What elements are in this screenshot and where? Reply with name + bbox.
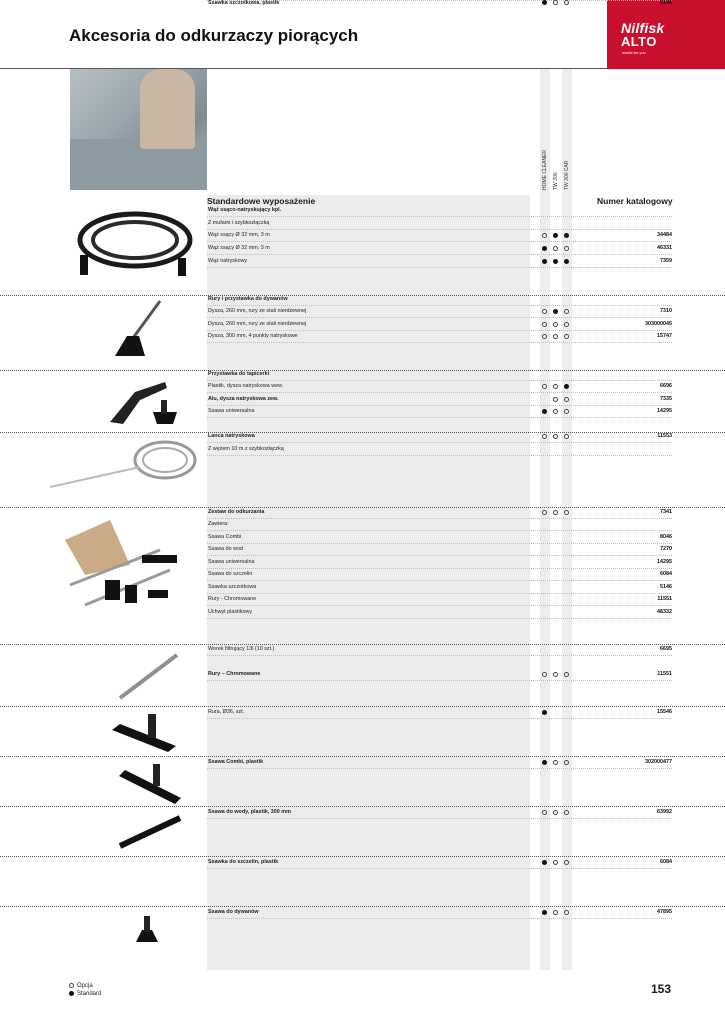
catalog-number: 15747 (657, 333, 672, 339)
row-divider (207, 618, 672, 619)
section-separator (0, 370, 725, 371)
logo-line1: Nilfisk (621, 20, 665, 36)
row-label: Przystawka do tapicerki (208, 371, 270, 377)
row-divider (207, 241, 672, 242)
row-label: Rury - Chromowane (208, 596, 257, 602)
standard-dot-icon (553, 233, 558, 238)
catalog-number: 5146 (660, 0, 672, 6)
catalog-number: 11553 (657, 433, 672, 439)
row-divider (207, 518, 672, 519)
catalog-number: 48332 (657, 609, 672, 615)
catalog-number: 15546 (657, 709, 672, 715)
row-label: Ssawka szczotkowa, plastik (208, 0, 280, 6)
column-header-home-cleaner: HOME CLEANER (542, 149, 548, 190)
row-label: Dysza, 260 mm, rury ze stali nierdzewnej (208, 308, 307, 314)
row-divider (207, 605, 672, 606)
row-divider (207, 392, 672, 393)
row-label: Wąż ssąco-natryskujący kpl. (208, 207, 282, 213)
option-dot-icon (564, 0, 569, 5)
column-band-tw300car (562, 69, 572, 970)
row-label: Lanca natryskowa (208, 433, 255, 439)
page-title: Akcesoria do odkurzaczy piorących (69, 26, 359, 45)
catalog-number: 7341 (660, 509, 672, 515)
option-dot-icon (542, 672, 547, 677)
standard-dot-icon (542, 246, 547, 251)
option-dot-icon (542, 384, 547, 389)
row-divider (207, 405, 672, 406)
spray-lance-image (40, 435, 200, 495)
option-dot-icon (564, 409, 569, 414)
legend-option (69, 982, 93, 989)
row-label: Uchwyt plastikowy (208, 609, 253, 615)
filled-circle-icon (69, 991, 74, 996)
carpet-nozzle-image (105, 298, 170, 363)
standard-dot-icon (564, 384, 569, 389)
row-label: Ssawa Combi (208, 534, 242, 540)
chrome-tube-image (115, 650, 185, 705)
catalog-number: 47895 (657, 909, 672, 915)
row-label: Plastik, dysza natryskowa wew. (208, 383, 284, 389)
section-separator (0, 507, 725, 508)
option-dot-icon (542, 233, 547, 238)
hero-photo (70, 69, 207, 190)
catalog-number: 11551 (657, 671, 672, 677)
catalog-number: 7310 (660, 308, 672, 314)
section-separator (0, 295, 725, 296)
option-dot-icon (553, 334, 558, 339)
option-dot-icon (553, 672, 558, 677)
brand-logo (607, 0, 725, 69)
row-divider (207, 229, 672, 230)
photo-person (140, 69, 195, 149)
logo-tagline: works for you (622, 50, 646, 55)
option-dot-icon (564, 672, 569, 677)
option-dot-icon (564, 322, 569, 327)
row-divider (207, 543, 672, 544)
option-dot-icon (553, 810, 558, 815)
option-dot-icon (564, 434, 569, 439)
option-dot-icon (553, 760, 558, 765)
row-label: Ssawka do szczelin, plastik (208, 859, 279, 865)
combi-nozzle-image (108, 712, 183, 757)
option-dot-icon (564, 910, 569, 915)
standard-dot-icon (564, 259, 569, 264)
row-divider (207, 580, 672, 581)
crevice-tool-image (115, 812, 185, 852)
section-separator (0, 856, 725, 857)
row-divider (207, 254, 672, 255)
catalog-number: 14295 (657, 559, 672, 565)
standard-dot-icon (553, 309, 558, 314)
option-dot-icon (553, 397, 558, 402)
catalog-number-header: Numer katalogowy (597, 196, 673, 206)
row-label: Wąż ssący Ø 32 mm, 3 m (208, 245, 270, 251)
option-dot-icon (564, 309, 569, 314)
section-panel (207, 707, 530, 757)
column-header-tw300: TW 300 (553, 172, 559, 190)
catalog-number: 34484 (657, 232, 672, 238)
catalog-number: 63992 (657, 809, 672, 815)
row-divider (207, 680, 672, 681)
row-label: Z wężem 10 m z szybkozłączką (208, 446, 284, 452)
row-label: Dysza, 260 mm, rury ze stali nierdzewnej (208, 321, 307, 327)
option-dot-icon (542, 434, 547, 439)
row-label: Wąż natryskowy (208, 258, 248, 264)
row-label: Alu, dysza natryskowa zew. (208, 396, 279, 402)
catalog-number: 6695 (660, 646, 672, 652)
row-divider (207, 530, 672, 531)
row-divider (207, 555, 672, 556)
option-dot-icon (553, 910, 558, 915)
standard-dot-icon (542, 259, 547, 264)
option-dot-icon (564, 246, 569, 251)
row-divider (207, 568, 672, 569)
row-divider (207, 267, 672, 268)
legend-standard-label: Standard (77, 991, 102, 997)
legend-standard (69, 990, 101, 997)
row-label: Wąż ssący Ø 32 mm, 3 m (208, 232, 270, 238)
row-label: Ssawka szczotkowa (208, 584, 257, 590)
section-panel (207, 433, 530, 508)
row-divider (207, 317, 672, 318)
row-label: Zestaw do odkurzania (208, 509, 265, 515)
standard-dot-icon (542, 0, 547, 5)
vacuum-kit-image (50, 515, 190, 610)
section-separator (0, 806, 725, 807)
option-dot-icon (553, 384, 558, 389)
row-divider (207, 305, 672, 306)
catalog-number: 6084 (660, 859, 672, 865)
row-label: Worek filtrujący 13l (10 szt.) (208, 646, 275, 652)
section-separator (0, 644, 725, 645)
standard-dot-icon (542, 409, 547, 414)
catalog-number: 302000477 (645, 759, 672, 765)
section-panel (207, 907, 530, 970)
standard-dot-icon (564, 233, 569, 238)
option-dot-icon (553, 246, 558, 251)
catalog-number: 14295 (657, 408, 672, 414)
row-label: Ssawa do szczelin (208, 571, 253, 577)
row-label: Rura, Ø36, szt. (208, 709, 245, 715)
option-dot-icon (553, 860, 558, 865)
standard-dot-icon (542, 710, 547, 715)
standard-dot-icon (542, 910, 547, 915)
water-nozzle-image (115, 762, 190, 807)
option-dot-icon (542, 334, 547, 339)
catalog-number: 6084 (660, 571, 672, 577)
row-divider (207, 718, 672, 719)
page-number: 153 (651, 982, 672, 996)
upholstery-tool-image (95, 372, 190, 430)
row-divider (207, 768, 672, 769)
row-divider (207, 868, 672, 869)
option-dot-icon (564, 397, 569, 402)
option-dot-icon (542, 510, 547, 515)
section-separator (0, 706, 725, 707)
row-label: Z mufami i szybkozłączką (208, 220, 270, 226)
row-divider (207, 818, 672, 819)
section-title: Standardowe wyposażenie (207, 196, 316, 206)
row-label: Ssawa do dywanów (208, 909, 259, 915)
row-label: Rury – Chromowane (208, 671, 261, 677)
logo-line2: ALTO (621, 34, 657, 49)
section-separator (0, 906, 725, 907)
standard-dot-icon (542, 760, 547, 765)
row-divider (207, 330, 672, 331)
option-dot-icon (553, 510, 558, 515)
row-label: Ssawa do wod (208, 546, 244, 552)
catalog-number: 46331 (657, 245, 672, 251)
option-dot-icon (553, 322, 558, 327)
catalog-number: 7359 (660, 258, 672, 264)
row-divider (207, 918, 672, 919)
open-circle-icon (69, 983, 74, 988)
option-dot-icon (564, 510, 569, 515)
row-divider (207, 655, 672, 656)
row-label: Zawiera: (208, 521, 229, 527)
row-label: Ssawa Combi, plastik (208, 759, 264, 765)
option-dot-icon (564, 760, 569, 765)
catalog-number: 7270 (660, 546, 672, 552)
option-dot-icon (564, 334, 569, 339)
option-dot-icon (553, 434, 558, 439)
standard-dot-icon (553, 259, 558, 264)
catalog-number: 5146 (660, 584, 672, 590)
row-label: Dysza, 300 mm, 4 punkty natryskowe (208, 333, 298, 339)
catalog-number: 7335 (660, 396, 672, 402)
option-dot-icon (553, 409, 558, 414)
legend-option-label: Opcja (77, 983, 93, 989)
section-panel (207, 508, 530, 645)
row-divider (207, 380, 672, 381)
row-label: Ssawa uniwersalna (208, 559, 255, 565)
row-label: Ssawa uniwersalna (208, 408, 255, 414)
catalog-number: 6696 (660, 383, 672, 389)
catalog-number: 11551 (657, 596, 672, 602)
option-dot-icon (542, 322, 547, 327)
option-dot-icon (542, 810, 547, 815)
row-label: Rury i przystawka do dywanów (208, 296, 288, 302)
option-dot-icon (542, 309, 547, 314)
row-label: Ssawa do wody, plastik, 300 mm (208, 809, 291, 815)
catalog-number: 8046 (660, 534, 672, 540)
row-divider (207, 342, 672, 343)
option-dot-icon (564, 810, 569, 815)
option-dot-icon (553, 0, 558, 5)
row-divider (207, 442, 672, 443)
standard-dot-icon (542, 860, 547, 865)
dusting-brush-image (128, 912, 168, 952)
row-divider (207, 417, 672, 418)
option-dot-icon (564, 860, 569, 865)
row-divider (207, 455, 672, 456)
column-band-home-cleaner (540, 69, 550, 970)
row-divider (207, 593, 672, 594)
catalog-number: 303000045 (645, 321, 672, 327)
column-header-tw300car: TW 300 CAR (564, 160, 570, 190)
hose-image (70, 200, 200, 285)
row-divider (207, 216, 672, 217)
